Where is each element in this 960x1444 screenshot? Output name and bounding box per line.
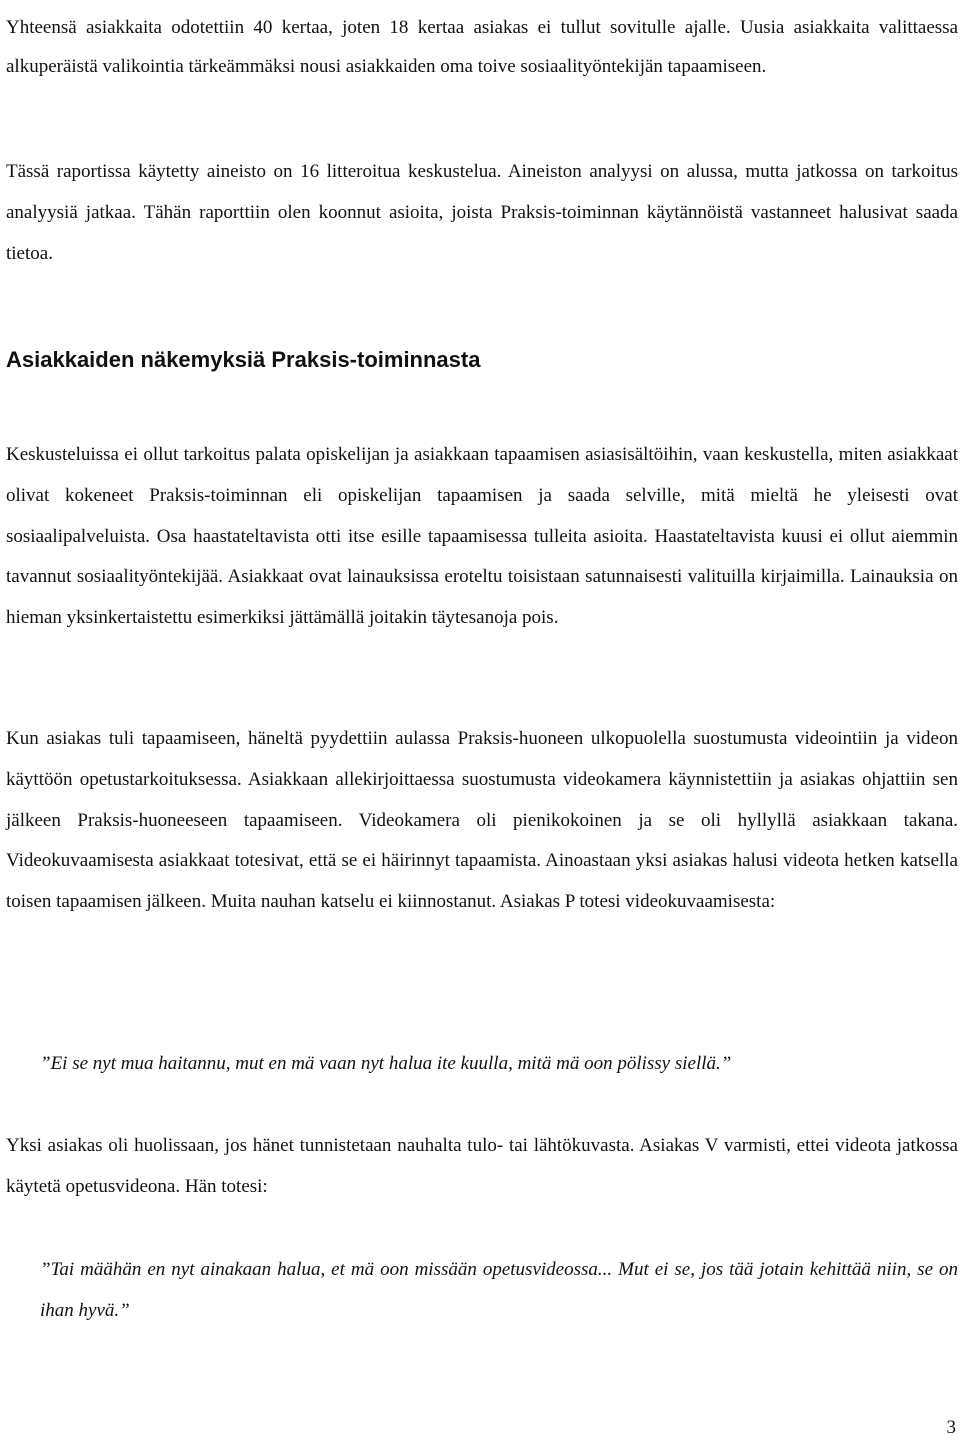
paragraph-after-quote: Yksi asiakas oli huolissaan, jos hänet tunnistetaan nauhalta tulo- tai lähtökuvasta. Asiakas V varmisti, ettei videota jatkossa käytetä opetusvideona. Hän totesi: — [6, 1135, 958, 1197]
intro-paragraph-1: Yhteensä asiakkaita odotettiin 40 kertaa, joten 18 kertaa asiakas ei tullut sovitulle ajalle. Uusia asiakkaita valittaessa alkuperäistä valikointia tärkeämmäksi nousi asiakkaiden oma toive sosiaalityöntekijän tapaamiseen. — [6, 17, 958, 77]
client-quote-p: ”Ei se nyt mua haitannu, mut en mä vaan nyt halua ite kuulla, mitä mä oon pölissy siellä.” — [40, 1053, 732, 1074]
section-paragraph-1: Keskusteluissa ei ollut tarkoitus palata opiskelijan ja asiakkaan tapaamisen asiasisältöihin, vaan keskustella, miten asiakkaat olivat kokeneet Praksis-toiminnan eli opiskelijan tapaamisen ja saada selville, mitä mieltä he yleisesti ovat sosiaalipalveluista. Osa haastateltavista otti itse esille tapaamisessa tulleita asioita. Haastateltavista kuusi ei ollut aiemmin tavannut sosiaalityöntekijää. Asiakkaat ovat lainauksissa eroteltu toisistaan satunnaisesti valituilla kirjaimilla. Lainauksia on hieman yksinkertaistettu esimerkiksi jättämällä joitakin täytesanoja pois. — [6, 444, 958, 629]
page-number: 3 — [946, 1417, 956, 1438]
section-paragraph-2: Kun asiakas tuli tapaamiseen, häneltä pyydettiin aulassa Praksis-huoneen ulkopuolella suostumusta videointiin ja videon käyttöön opetustarkoituksessa. Asiakkaan allekirjoittaessa suostumusta videokamera käynnistettiin ja asiakas ohjattiin sen jälkeen Praksis-huoneeseen tapaamiseen. Videokamera oli pienikokoinen ja se oli hyllyllä asiakkaan takana. Videokuvaamisesta asiakkaat totesivat, että se ei häirinnyt tapaamista. Ainoastaan yksi asiakas halusi videota hetken katsella toisen tapaamisen jälkeen. Muita nauhan katselu ei kiinnostanut. Asiakas P totesi videokuvaamisesta: — [6, 728, 958, 913]
client-quote-v: ”Tai määhän en nyt ainakaan halua, et mä oon missään opetusvideossa... Mut ei se, jos tää jotain kehittää niin, se on ihan hyvä.” — [40, 1259, 958, 1321]
intro-paragraph-2: Tässä raportissa käytetty aineisto on 16 litteroitua keskustelua. Aineiston analyysi on alussa, mutta jatkossa on tarkoitus analyysiä jatkaa. Tähän raporttiin olen koonnut asioita, joista Praksis-toiminnan käytännöistä vastanneet halusivat saada tietoa. — [6, 161, 958, 264]
section-heading: Asiakkaiden näkemyksiä Praksis-toiminnasta — [6, 347, 481, 372]
